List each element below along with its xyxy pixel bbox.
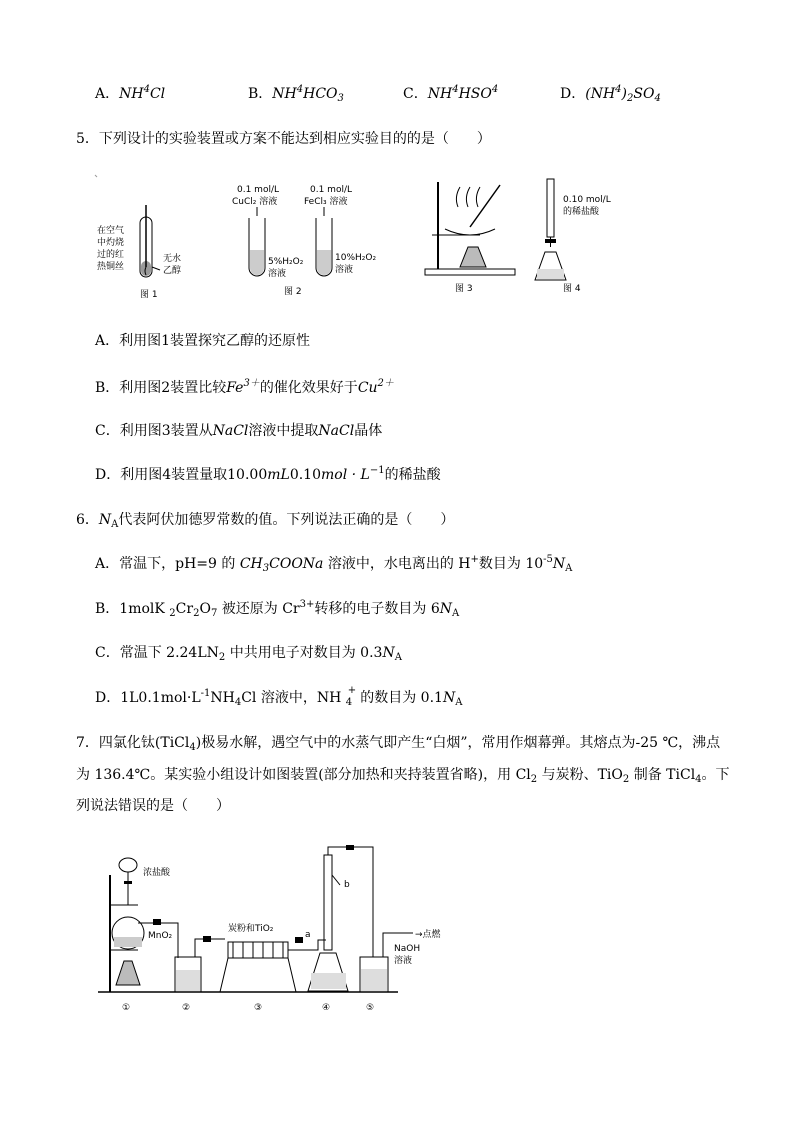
svg-text:MnO₂: MnO₂ <box>148 931 173 941</box>
q7-apparatus-figure <box>98 845 478 1024</box>
svg-text:⑤: ⑤ <box>366 1003 375 1013</box>
q7-line-3: 列说法错误的是（ ） <box>76 798 230 814</box>
svg-text:②: ② <box>182 1003 191 1013</box>
svg-text:图 4: 图 4 <box>563 284 581 294</box>
svg-text:CuCl₂ 溶液: CuCl₂ 溶液 <box>232 197 278 207</box>
svg-text:乙醇: 乙醇 <box>163 266 182 276</box>
figure-2 <box>232 180 377 304</box>
q4-option-a: A．$NH^4Cl$ <box>95 84 166 102</box>
q6-stem: 6．$N_A$代表阿伏加德罗常数的值。下列说法正确的是（ ） <box>76 512 455 530</box>
q5-option-c: C．利用图3装置从NaCl溶液中提取NaCl晶体 <box>95 423 383 439</box>
svg-text:过的红: 过的红 <box>97 250 125 260</box>
svg-text:在空气: 在空气 <box>97 226 125 236</box>
q4-option-b: B．$NH^4HCO_3$ <box>248 84 344 104</box>
svg-text:图 1: 图 1 <box>140 290 158 300</box>
svg-text:5%H₂O₂: 5%H₂O₂ <box>268 257 304 267</box>
svg-text:浓盐酸: 浓盐酸 <box>143 868 171 878</box>
figure-4 <box>535 177 625 301</box>
figure-1 <box>95 175 205 309</box>
svg-text:图 2: 图 2 <box>284 287 302 297</box>
q7-line-2: 为 136.4℃。某实验小组设计如图装置(部分加热和夹持装置省略)，用 $Cl_2$ 与炭粉、TiO$_2$ 制备 TiCl$_4$。下 <box>76 767 730 785</box>
svg-text:0.1 mol/L: 0.1 mol/L <box>310 185 352 195</box>
q5-option-a: A．利用图1装置探究乙醇的还原性 <box>95 333 311 349</box>
svg-text:炭粉和TiO₂: 炭粉和TiO₂ <box>228 924 274 934</box>
q4-option-c: C．$NH^4HSO^4$ <box>403 84 499 102</box>
q7-line-1: 7．四氯化钛(TiCl$_4$)极易水解，遇空气中的水蒸气即产生“白烟”，常用作烟幕弹。其熔点为-25 ℃，沸点 <box>76 735 721 753</box>
svg-text:图 3: 图 3 <box>455 284 473 294</box>
svg-text:NaOH: NaOH <box>394 944 421 954</box>
svg-text:溶液: 溶液 <box>394 956 413 966</box>
svg-text:热铜丝: 热铜丝 <box>97 262 125 272</box>
svg-text:0.1 mol/L: 0.1 mol/L <box>237 185 279 195</box>
svg-text:0.10 mol/L: 0.10 mol/L <box>563 195 611 205</box>
svg-text:b: b <box>344 880 350 890</box>
svg-text:①: ① <box>122 1003 131 1013</box>
q5-option-b: B．利用图2装置比较$Fe^{3+}$的催化效果好于$Cu^{2+}$ <box>95 378 394 396</box>
svg-text:的稀盐酸: 的稀盐酸 <box>563 207 600 217</box>
svg-text:④: ④ <box>322 1003 331 1013</box>
svg-text:FeCl₃ 溶液: FeCl₃ 溶液 <box>304 197 348 207</box>
q4-option-d: D．$(NH^4)_2SO_4$ <box>560 84 661 104</box>
svg-text:中灼烧: 中灼烧 <box>97 238 125 248</box>
svg-text:→点燃: →点燃 <box>415 930 441 940</box>
q6-option-d: D．$1L0.1mol\cdot L^{-1}NH_4Cl$ 溶液中，NH + 4 的数目为 $0.1N_A$ <box>95 685 463 708</box>
q6-option-b: B．1molK $_2Cr_2O_7$ 被还原为 $Cr^{3+}$转移的电子数目为 $6N_A$ <box>95 599 460 619</box>
svg-text:a: a <box>305 930 311 940</box>
q5-stem: 5．下列设计的实验装置或方案不能达到相应实验目的的是（ ） <box>76 131 491 147</box>
q6-option-a: A．常温下，pH=9 的 $CH_3COONa$ 溶液中，水电离出的 H+数目为 $10^{-5}N_A$ <box>95 554 573 574</box>
q6-option-c: C．常温下 $2.24LN_2$ 中共用电子对数目为 $0.3N_A$ <box>95 645 402 663</box>
svg-text:溶液: 溶液 <box>335 265 354 275</box>
figure-3 <box>420 177 520 301</box>
svg-text:溶液: 溶液 <box>268 269 287 279</box>
svg-text:无水: 无水 <box>163 254 182 264</box>
svg-text:③: ③ <box>254 1003 263 1013</box>
svg-text:10%H₂O₂: 10%H₂O₂ <box>335 253 377 263</box>
q5-option-d: D．利用图4装置量取$10.00mL0.10mol \cdot L^{-1}$的稀盐酸 <box>95 465 441 483</box>
